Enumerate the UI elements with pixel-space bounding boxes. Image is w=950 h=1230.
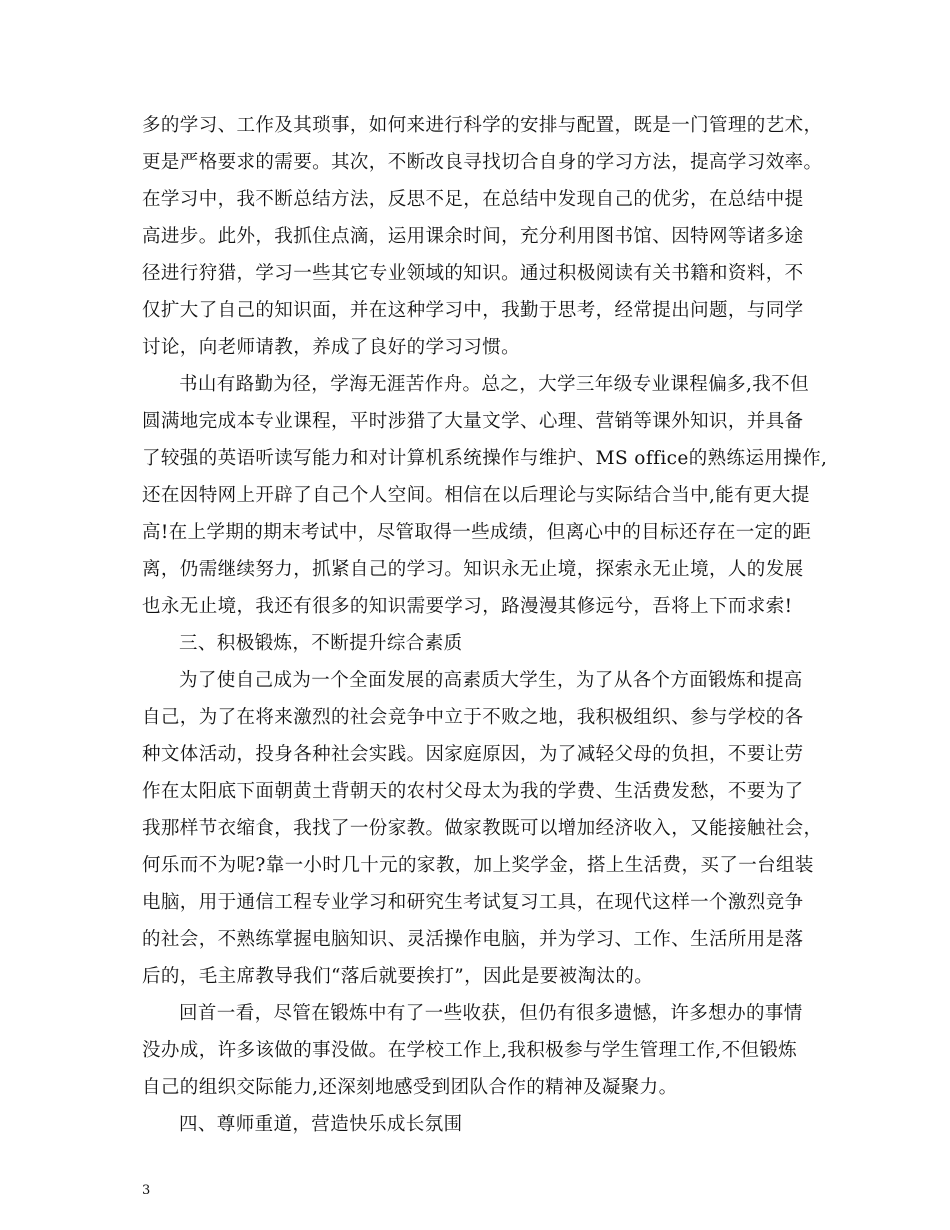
section-heading: 三、积极锻炼，不断提升综合素质	[179, 633, 463, 654]
page-number: 3	[142, 1183, 151, 1198]
body-text-line: 后的，毛主席教导我们“落后就要挨打”，因此是要被淘汰的。	[142, 966, 654, 987]
body-text-line: 电脑，用于通信工程专业学习和研究生考试复习工具，在现代这样一个激烈竞争	[142, 892, 804, 913]
body-text-line: 种文体活动，投身各种社会实践。因家庭原因，为了减轻父母的负担，不要让劳	[142, 744, 804, 765]
body-text-line: 仅扩大了自己的知识面，并在这种学习中，我勤于思考，经常提出问题，与同学	[142, 300, 804, 321]
body-text-line: 圆满地完成本专业课程，平时涉猎了大量文学、心理、营销等课外知识，并具备	[142, 411, 804, 432]
body-text-line: 了较强的英语听读写能力和对计算机系统操作与维护、MS office的熟练运用操作,	[142, 448, 828, 469]
body-text-line: 离，仍需继续努力，抓紧自己的学习。知识永无止境，探索永无止境，人的发展	[142, 559, 804, 580]
section-heading: 四、尊师重道，营造快乐成长氛围	[179, 1114, 463, 1135]
body-text-line: 高!在上学期的期末考试中，尽管取得一些成绩，但离心中的目标还存在一定的距	[142, 522, 812, 543]
body-text-line: 也永无止境，我还有很多的知识需要学习，路漫漫其修远兮，吾将上下而求索!	[142, 596, 793, 617]
body-text-line: 还在因特网上开辟了自己个人空间。相信在以后理论与实际结合当中,能有更大提	[142, 485, 810, 506]
body-text-line: 讨论，向老师请教，养成了良好的学习习惯。	[142, 337, 521, 358]
paragraph-first-line: 回首一看，尽管在锻炼中有了一些收获，但仍有很多遗憾，许多想办的事情	[179, 1003, 803, 1024]
body-text-line: 作在太阳底下面朝黄土背朝天的农村父母太为我的学费、生活费发愁，不要为了	[142, 781, 804, 802]
body-text-line: 更是严格要求的需要。其次，不断改良寻找切合自身的学习方法，提高学习效率。	[142, 152, 823, 173]
body-text-line: 在学习中，我不断总结方法，反思不足，在总结中发现自己的优劣，在总结中提	[142, 189, 804, 210]
body-text-line: 径进行狩猎，学习一些其它专业领域的知识。通过积极阅读有关书籍和资料，不	[142, 263, 804, 284]
body-text-line: 多的学习、工作及其琐事，如何来进行科学的安排与配置，既是一门管理的艺术，	[142, 115, 823, 136]
paragraph-first-line: 为了使自己成为一个全面发展的高素质大学生，为了从各个方面锻炼和提高	[179, 670, 803, 691]
paragraph-first-line: 书山有路勤为径，学海无涯苦作舟。总之，大学三年级专业课程偏多,我不但	[179, 374, 809, 395]
body-text-line: 我那样节衣缩食，我找了一份家教。做家教既可以增加经济收入，又能接触社会，	[142, 818, 823, 839]
body-text-line: 何乐而不为呢?靠一小时几十元的家教，加上奖学金，搭上生活费，买了一台组装	[142, 855, 814, 876]
body-text-line: 高进步。此外，我抓住点滴，运用课余时间，充分利用图书馆、因特网等诸多途	[142, 226, 804, 247]
body-text-line: 自己，为了在将来激烈的社会竞争中立于不败之地，我积极组织、参与学校的各	[142, 707, 804, 728]
body-text-line: 没办成，许多该做的事没做。在学校工作上,我积极参与学生管理工作,不但锻炼	[142, 1040, 798, 1061]
body-text-line: 自己的组织交际能力,还深刻地感受到团队合作的精神及凝聚力。	[142, 1077, 678, 1098]
body-text-line: 的社会，不熟练掌握电脑知识、灵活操作电脑，并为学习、工作、生活所用是落	[142, 929, 804, 950]
